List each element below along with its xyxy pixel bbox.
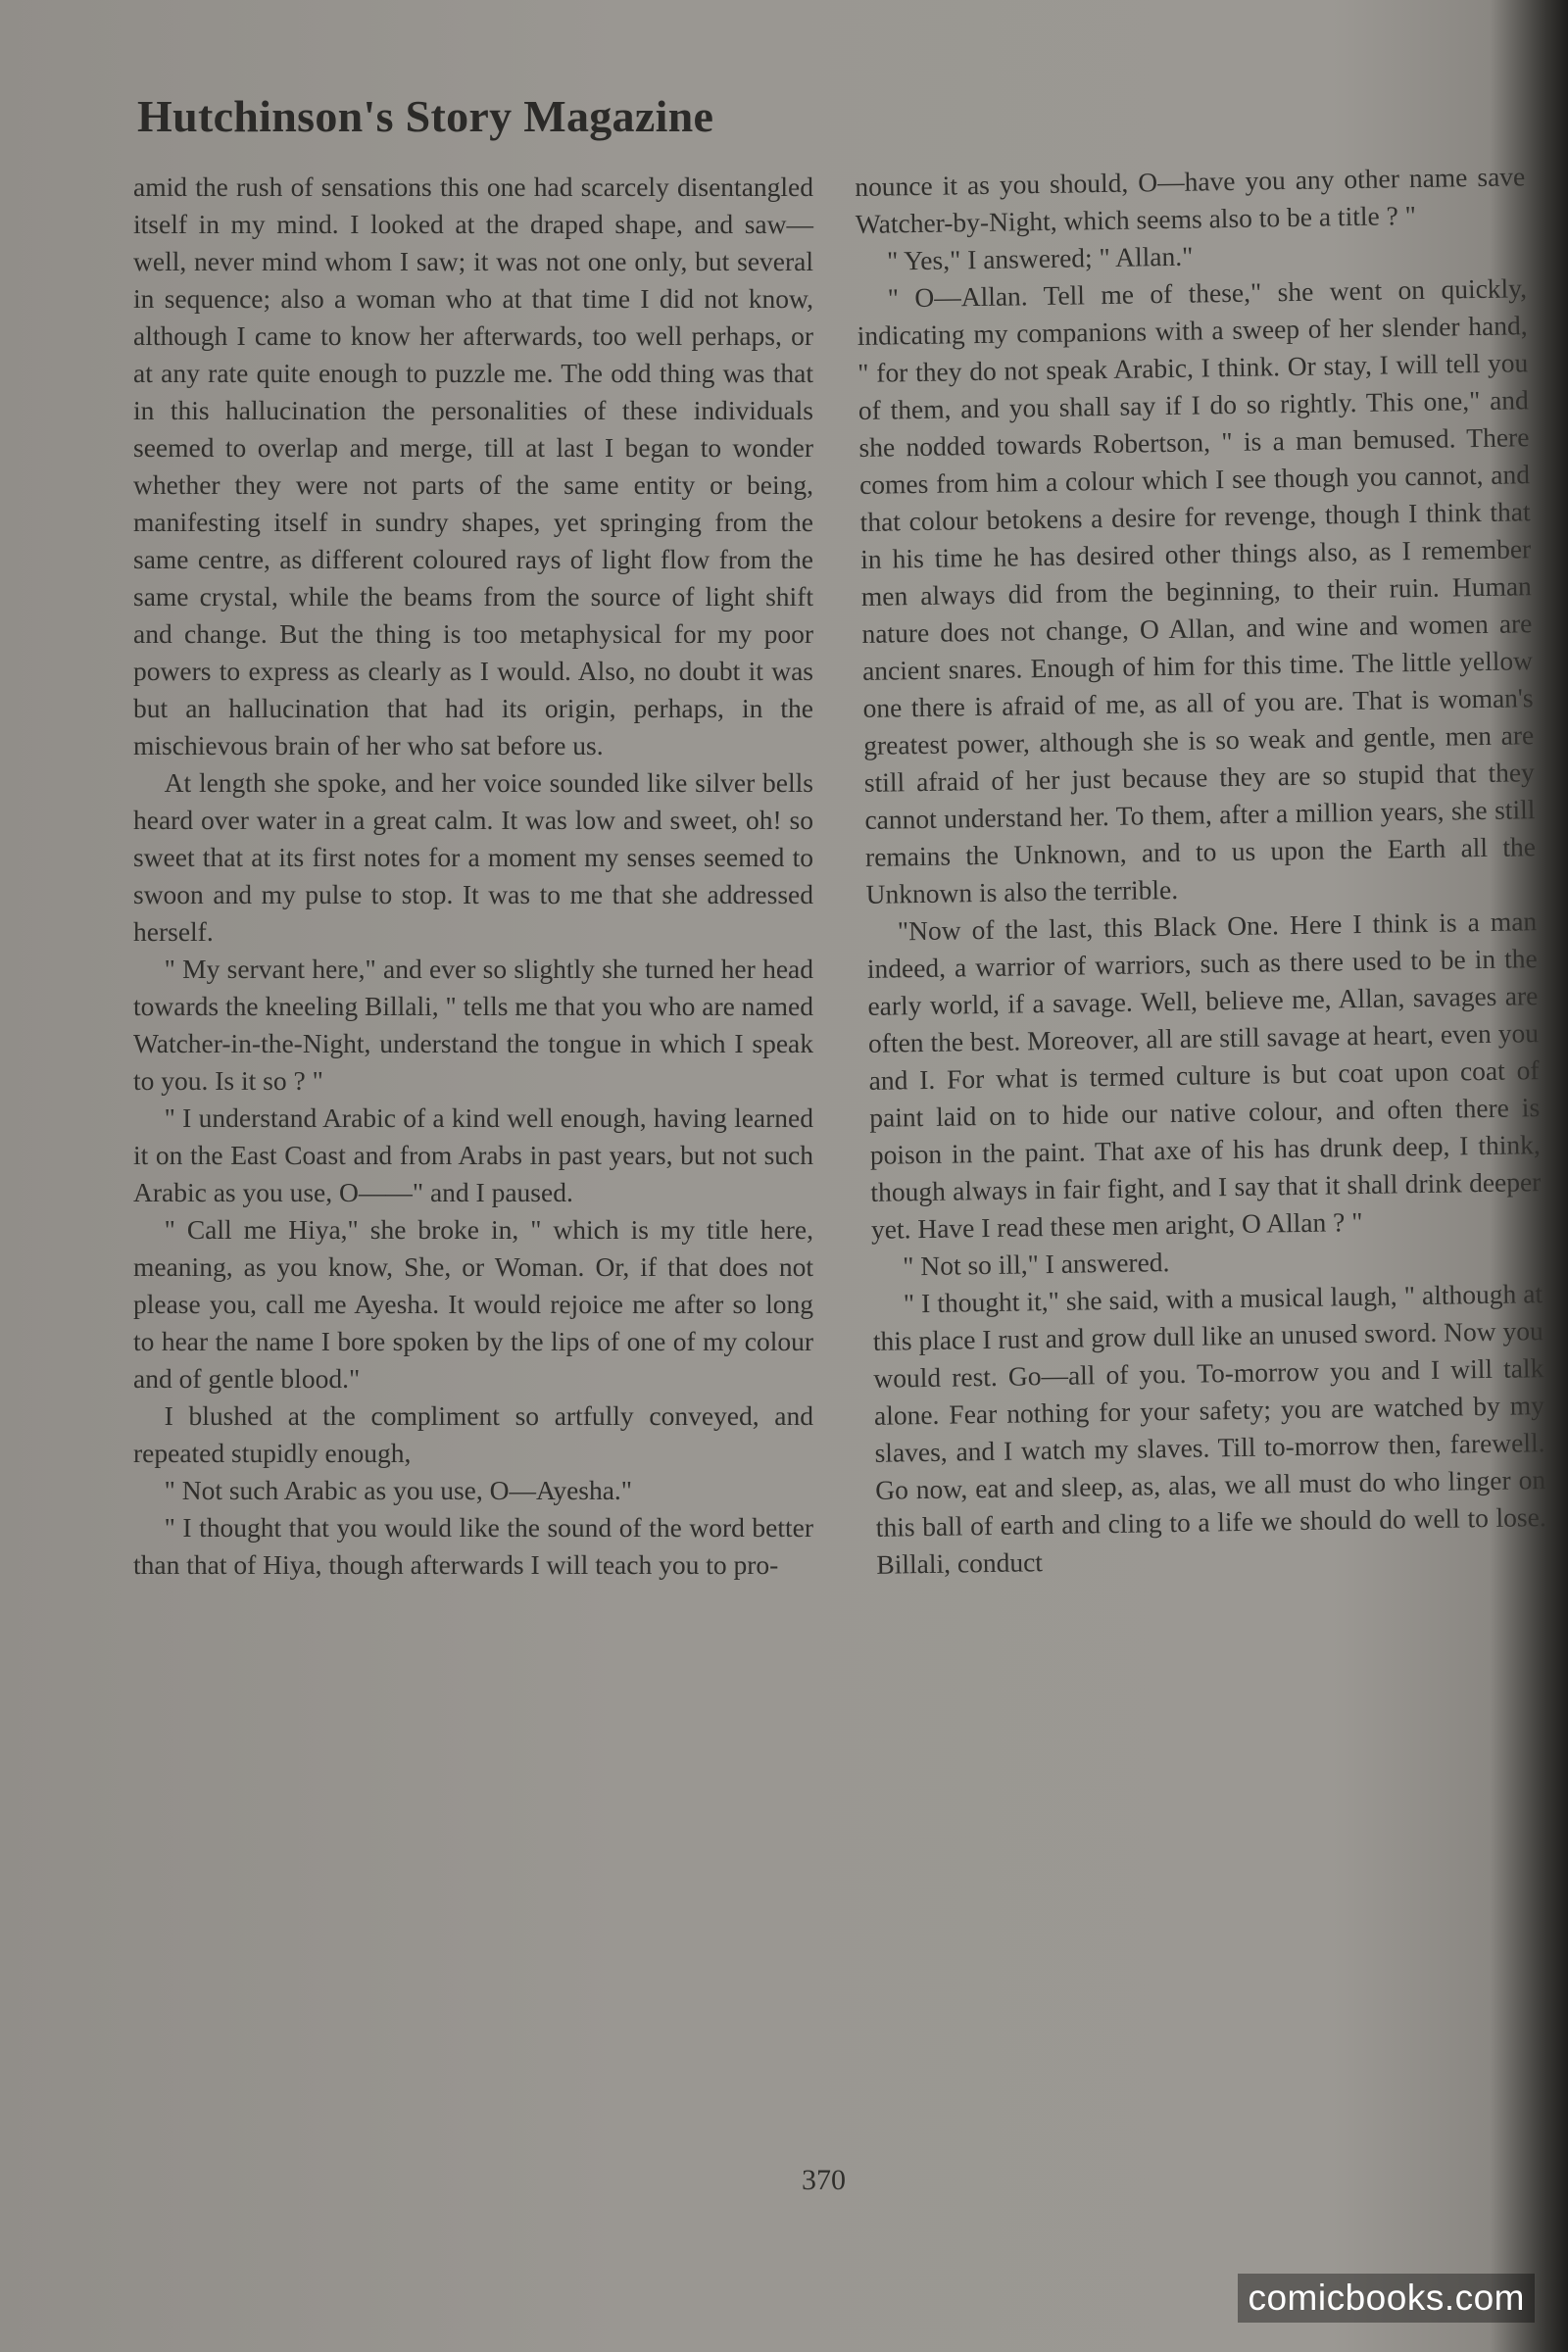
site-watermark: comicbooks.com: [1238, 2274, 1535, 2323]
paragraph: "Now of the last, this Black One. Here I think is a man indeed, a warrior of warriors, such as there used to be in the early world, if a savage. Well, believe me, Allan, savages are often the best. Moreover, all are still savage at heart, even you and I. For what is termed culture is but coat upon coat of paint laid on to hide our native colour, and often there is poison in the paint. That axe of his has drunk deep, I think, though always in fair fight, and I say that it shall drink deeper yet. Have I read these men aright, O Allan ? ": [866, 906, 1542, 1245]
paragraph: " Not such Arabic as you use, O—Ayesha.": [164, 1475, 633, 1505]
running-header: Hutchinson's Story Magazine: [137, 91, 714, 141]
paragraph: amid the rush of sensations this one had scarcely disentangled itself in my mind. I looked at the draped shape, and saw—well, never mind whom I saw; it was not one only, but several in sequence; also a woman who at that time I did not know, although I came to know her afterwards, too well perhaps, or at any rate quite enough to puzzle me. The odd thing was that in this hallucination the personalities of these individuals seemed to overlap and merge, till at last I began to wonder whether they were not parts of the same entity or being, manifesting itself in sundry shapes, yet springing from the same centre, as different coloured rays of light flow from the same crystal, while the beams from the source of light shift and change. But the thing is too metaphysical for my poor powers to express as clearly as I would. Also, no doubt it was but an hallucination that had its origin, perhaps, in the mischievous brain of her who sat before us.: [133, 172, 813, 760]
paragraph: " I thought that you would like the sound of the word better than that of Hiya, though afterwards I will teach you to pro-: [133, 1512, 813, 1580]
paragraph: " O—Allan. Tell me of these," she went on quickly, indicating my companions with a sweep of her slender hand, " for they do not speak Arabic, I think. Or stay, I will tell you of them, and you shall say if I do so rightly. This one," and she nodded towards Robertson, " is a man bemused. There comes from him a colour which I see though you cannot, and that colour betokens a desire for revenge, though I think that in his time he has desired other things also, as I remember men always did from the beginning, to their ruin. Human nature does not change, O Allan, and wine and women are ancient snares. Enough of him for this time. The little yellow one there is afraid of me, as all of you are. That is woman's greatest power, although she is so weak and gentle, men are still afraid of her just because they are so stupid that they cannot understand her. To them, after a million years, she still remains the Unknown, and to us upon the Earth all the Unknown is also the terrible.: [857, 272, 1537, 909]
right-text-column: [855, 158, 1547, 1584]
paragraph: " Call me Hiya," she broke in, " which is my title here, meaning, as you know, She, or Woman. Or, if that does not please you, call me Ayesha. It would rejoice me after so long to hear the name I bore spoken by the lips of one of my colour and of gentle blood.": [133, 1214, 813, 1394]
paragraph: nounce it as you should, O—have you any other name save Watcher-by-Night, which seems also to be a title ? ": [855, 161, 1526, 239]
paragraph: " Not so ill," I answered.: [902, 1247, 1170, 1282]
paragraph: " I understand Arabic of a kind well enough, having learned it on the East Coast and from Arabs in past years, but not such Arabic as you use, O——" and I paused.: [133, 1102, 813, 1207]
left-text-column: [133, 169, 813, 1584]
paragraph: " I thought it," she said, with a musical laugh, " although at this place I rust and grow dull like an unused sword. Now you would rest. Go—all of you. To-morrow you and I will talk alone. Fear nothing for your safety; you are watched by my slaves, and I watch my slaves. Till to-morrow then, farewell. Go now, eat and sleep, as, alas, we all must do who linger on this ball of earth and cling to a life we should do well to lose. Billali, conduct: [872, 1278, 1546, 1580]
page-number: 370: [802, 2164, 846, 2196]
paragraph: " My servant here," and ever so slightly she turned her head towards the kneeling Billali, " tells me that you who are named Watcher-in-the-Night, understand the tongue in which I speak to you. Is it so ? ": [133, 954, 813, 1096]
paragraph: I blushed at the compliment so artfully conveyed, and repeated stupidly enough,: [133, 1400, 813, 1468]
paragraph: " Yes," I answered; " Allan.": [886, 240, 1194, 276]
paragraph: At length she spoke, and her voice sounded like silver bells heard over water in a great calm. It was low and sweet, oh! so sweet that at its first notes for a moment my senses seemed to swoon and my pulse to stop. It was to me that she addressed herself.: [133, 767, 813, 947]
